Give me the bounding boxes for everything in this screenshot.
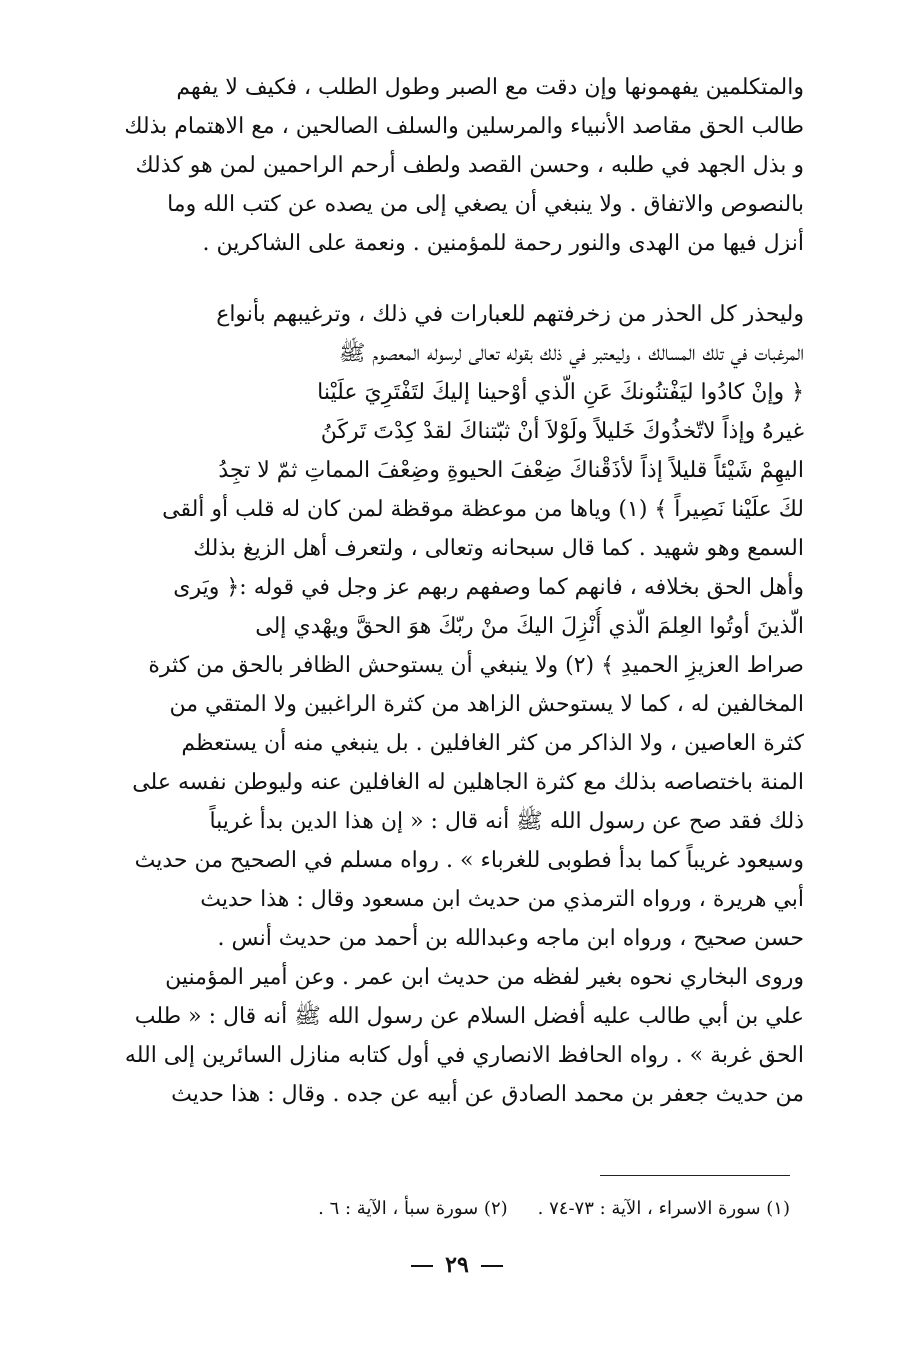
text-line: حسن صحيح ، ورواه ابن ماجه وعبدالله بن أحمد من حديث أنس .	[217, 926, 804, 951]
footnote-2: (٢) سورة سبأ ، الآية : ٦ .	[318, 1198, 508, 1219]
text-line: وسيعود غريباً كما بدأ فطوبى للغرباء » . رواه مسلم في الصحيح من حديث	[134, 848, 804, 873]
paragraph-1	[108, 68, 804, 263]
text-line: اليهِمْ شَيْئاً قليلاً إذاً لأذَقْناكَ ضِعْفَ الحيوةِ وضِعْفَ المماتِ ثمّ لا تجِدُ	[218, 458, 804, 483]
text-line: والمتكلمين يفهمونها وإن دقت مع الصبر وطول الطلب ، فكيف لا يفهم	[176, 75, 804, 100]
text-line: و بذل الجهد في طلبه ، وحسن القصد ولطف أرحم الراحمين لمن هو كذلك	[135, 153, 804, 178]
page-number-value: ٢٩	[445, 1252, 469, 1278]
page-number	[0, 1252, 914, 1278]
text-line: ذلك فقد صح عن رسول الله ﷺ أنه قال : « إن هذا الدين بدأ غريباً	[209, 809, 804, 834]
text-line: وأهل الحق بخلافه ، فانهم كما وصفهم ربهم عز وجل في قوله :﴿ ويَرى	[173, 575, 804, 600]
text-line: المنة باختصاصه بذلك مع كثرة الجاهلين له الغافلين عنه وليوطن نفسه على	[132, 770, 804, 795]
text-line: وليحذر كل الحذر من زخرفتهم للعبارات في ذلك ، وترغيبهم بأنواع	[216, 302, 804, 327]
text-line: غيرهُ وإذاً لاتّخذُوكَ خَليلاً ولَوْلاَ أنْ ثبّتناكَ لقدْ كِدْتَ تَركَنُ	[320, 419, 804, 444]
text-line: ﴿ وإنْ كادُوا ليَفْتنُونكَ عَنِ الّذي أوْحينا إليكَ لتَفْتَرِيَ علَيْنا	[317, 380, 804, 405]
paragraph-2	[108, 295, 804, 1114]
text-line: وروى البخاري نحوه بغير لفظه من حديث ابن عمر . وعن أمير المؤمنين	[165, 965, 804, 990]
footnote-1: (١) سورة الاسراء ، الآية : ٧٣-٧٤ .	[537, 1198, 790, 1219]
text-line: لكَ علَيْنا نَصِيراً ﴾ (١) وياها من موعظة موقظة لمن كان له قلب أو ألقى	[162, 497, 804, 522]
text-line: أبي هريرة ، ورواه الترمذي من حديث ابن مسعود وقال : هذا حديث	[200, 887, 804, 912]
dash-left	[481, 1265, 503, 1267]
dash-right	[411, 1265, 433, 1267]
text-line: علي بن أبي طالب عليه أفضل السلام عن رسول الله ﷺ أنه قال : « طلب	[134, 1004, 804, 1029]
text-line: المخالفين له ، كما لا يستوحش الزاهد من كثرة الراغبين ولا المتقي من	[169, 692, 804, 717]
text-line: بالنصوص والاتفاق . ولا ينبغي أن يصغي إلى من يصده عن كتب الله وما	[167, 192, 804, 217]
footnote-divider	[600, 1175, 790, 1176]
text-line: صراط العزيزِ الحميدِ ﴾ (٢) ولا ينبغي أن يستوحش الظافر بالحق من كثرة	[148, 653, 804, 678]
text-line: المرغبات في تلك المسالك ، وليعتبر في ذلك بقوله تعالى لرسوله المعصوم ﷺ	[338, 341, 804, 366]
text-line: السمع وهو شهيد . كما قال سبحانه وتعالى ، ولتعرف أهل الزيغ بذلك	[193, 536, 804, 561]
text-line: أنزل فيها من الهدى والنور رحمة للمؤمنين . ونعمة على الشاكرين .	[202, 231, 804, 256]
text-line: الحق غربة » . رواه الحافظ الانصاري في أول كتابه منازل السائرين إلى الله	[124, 1043, 804, 1068]
text-line: من حديث جعفر بن محمد الصادق عن أبيه عن جده . وقال : هذا حديث	[171, 1082, 804, 1107]
text-line: كثرة العاصين ، ولا الذاكر من كثر الغافلين . بل ينبغي منه أن يستعظم	[181, 731, 804, 756]
text-line: الّذينَ أوتُوا العِلمَ الّذي أُنْزِلَ اليكَ منْ ربّكَ هوَ الحقَّ ويهْدي إلى	[255, 614, 804, 639]
text-line: طالب الحق مقاصد الأنبياء والمرسلين والسلف الصالحين ، مع الاهتمام بذلك	[124, 114, 804, 139]
footnotes	[220, 1196, 790, 1222]
